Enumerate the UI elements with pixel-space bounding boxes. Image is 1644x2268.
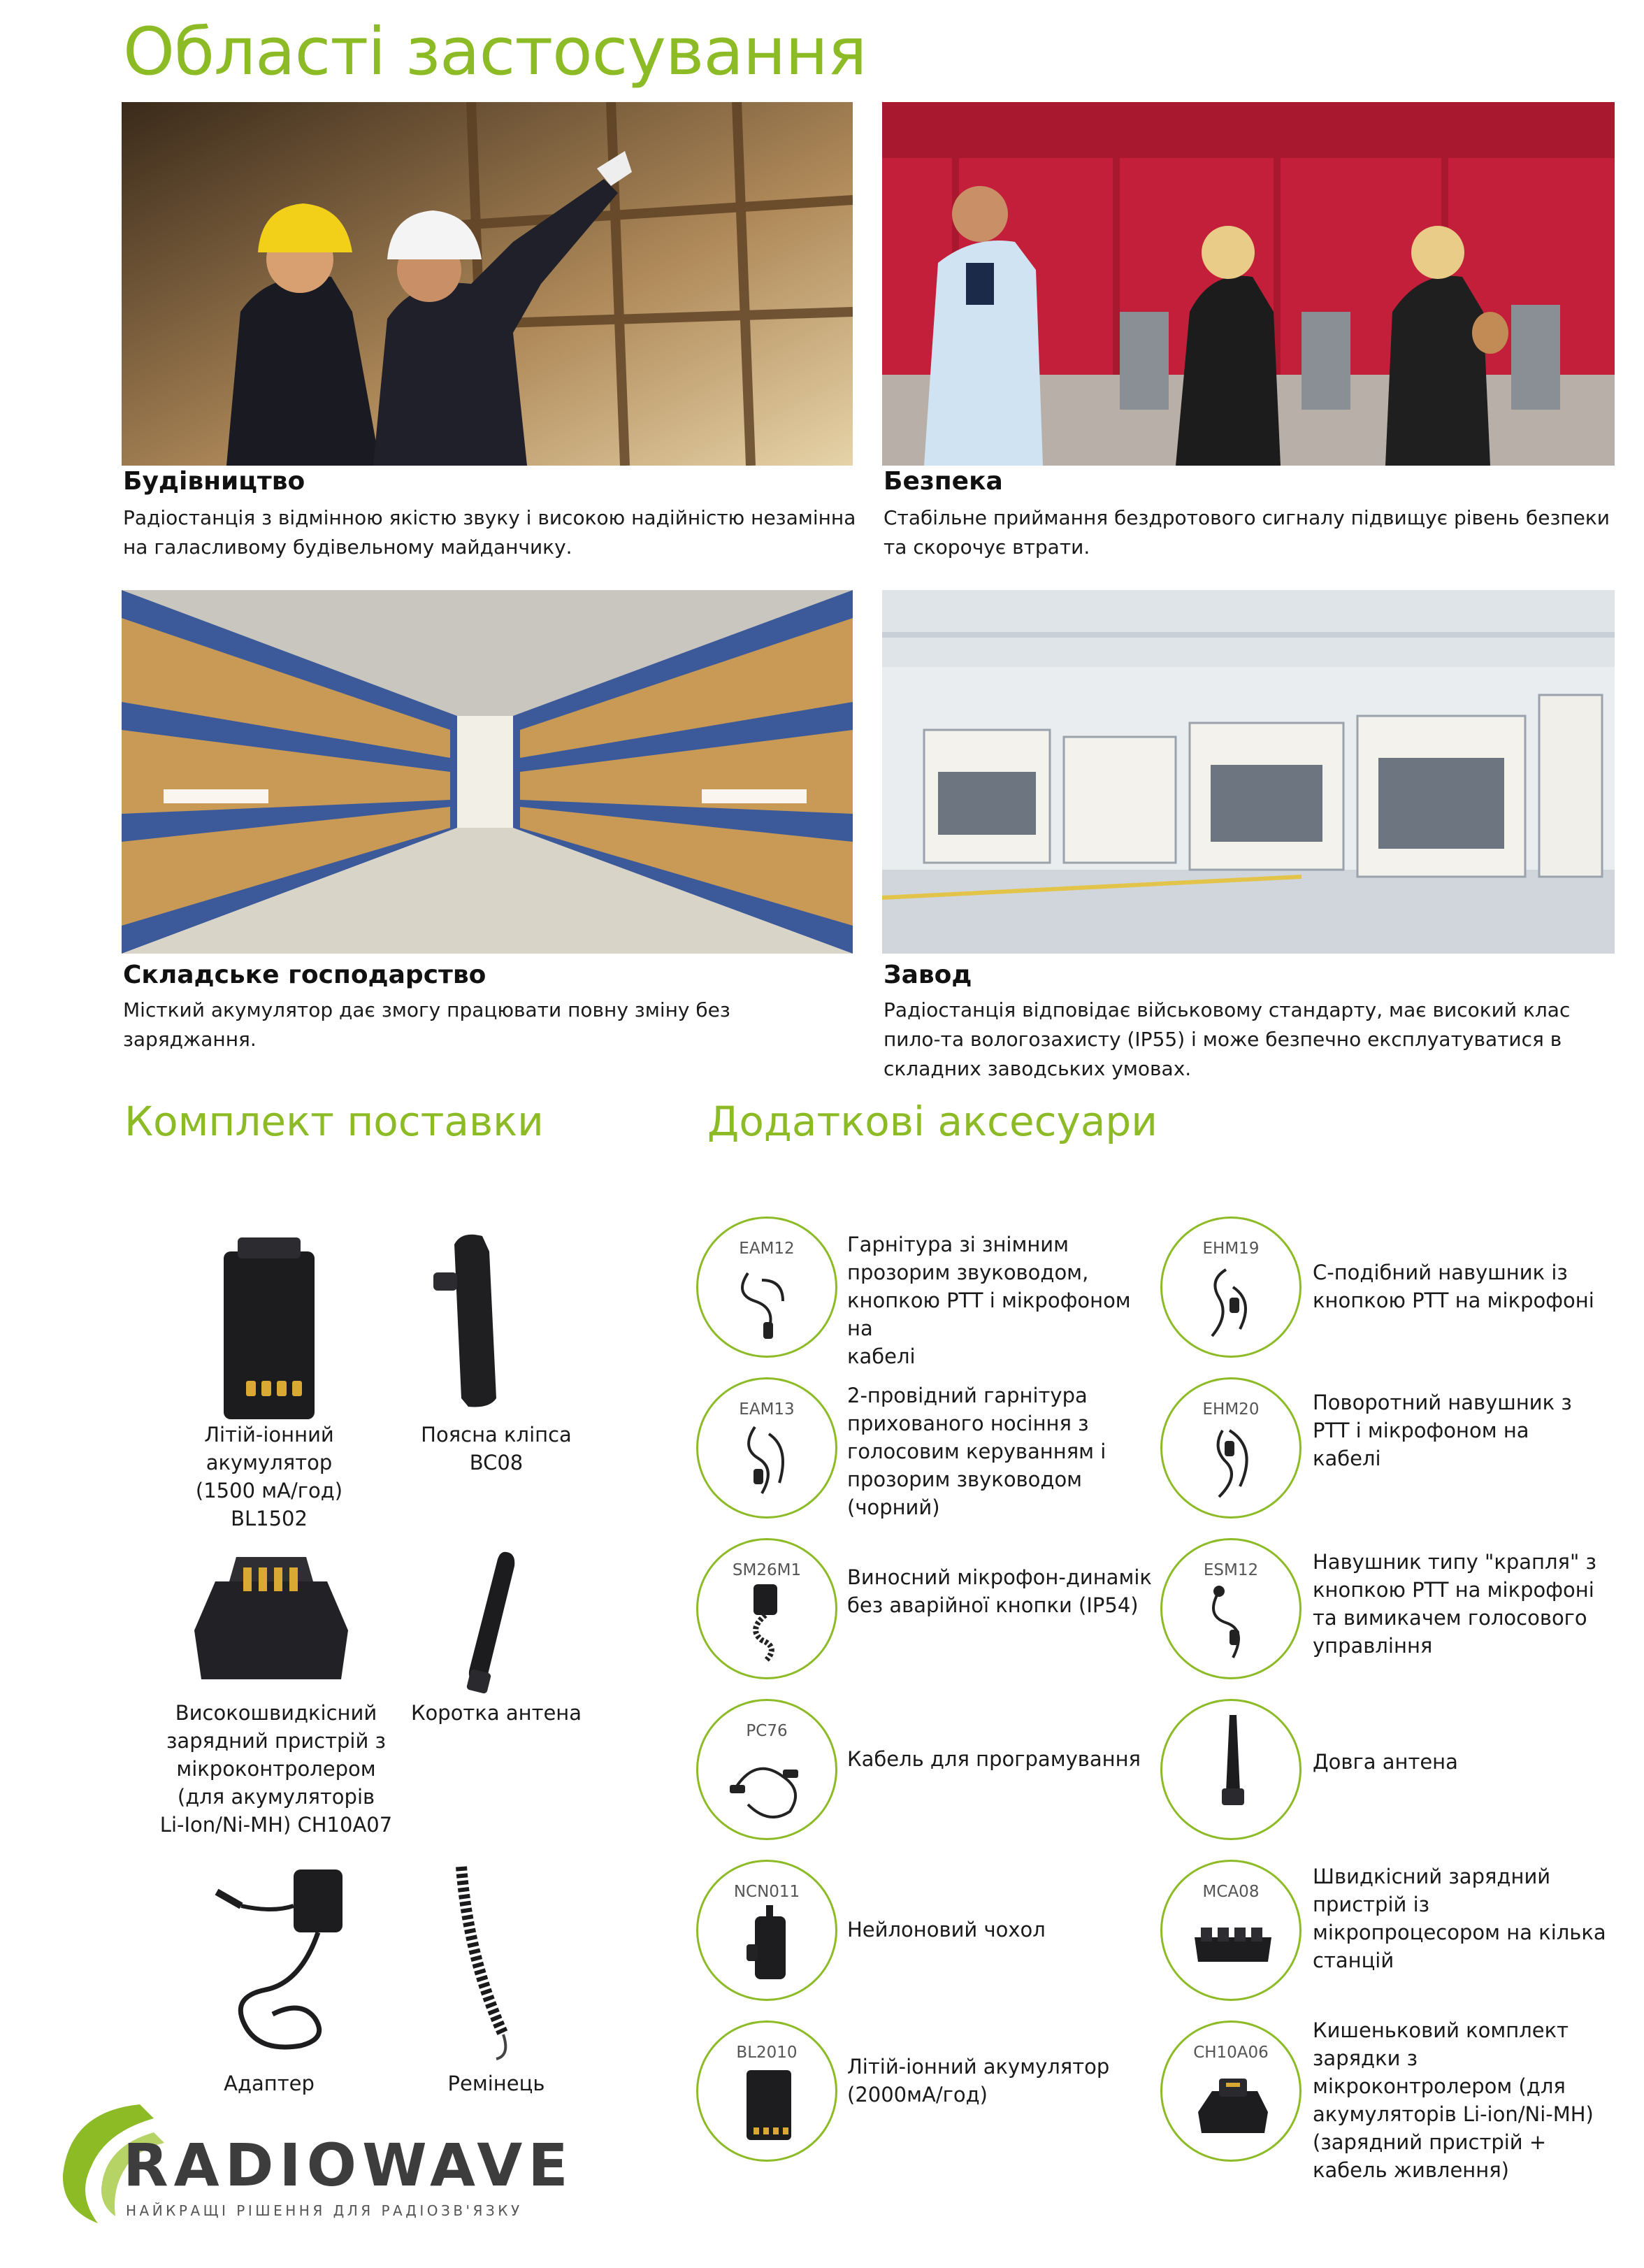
accessory-desc-bl2010: Літій-іонний акумулятор (2000мА/год) xyxy=(847,2055,1110,2106)
photo-construction xyxy=(122,102,853,466)
accessory-ehm19[interactable] xyxy=(1160,1216,1302,1358)
accessory-sm26m1[interactable] xyxy=(696,1538,837,1679)
accessory-code: SM26M1 xyxy=(732,1561,802,1579)
headset-icon xyxy=(727,1420,811,1504)
accessory-desc-ehm20: Поворотний навушник з PTT і мікрофоном на кабелі xyxy=(1313,1391,1572,1470)
kit-section-title: Комплект поставки xyxy=(124,1098,544,1145)
accessory-desc-mca08: Швидкісний зарядний пристрій із мікропроцесором на кілька станцій xyxy=(1313,1865,1606,1972)
accessory-eam13[interactable] xyxy=(696,1377,837,1519)
battery-icon xyxy=(217,1237,322,1426)
page-title: Області застосування xyxy=(123,14,867,90)
area-desc-construction: Радіостанція з відмінною якістю звуку і високою надійністю незамінна на галасливому будівельному майданчику. xyxy=(123,506,856,559)
headset-icon xyxy=(727,1259,811,1343)
charger-icon xyxy=(187,1553,355,1686)
area-desc-warehouse: Місткий акумулятор дає змогу працювати повну зміну без заряджання. xyxy=(123,998,730,1051)
accessory-code: MCA08 xyxy=(1202,1883,1260,1901)
photo-warehouse xyxy=(122,590,853,954)
short-antenna-icon xyxy=(454,1545,531,1699)
accessory-desc-pc76: Кабель для програмування xyxy=(847,1747,1141,1771)
belt-clip-icon xyxy=(426,1230,517,1412)
accessory-desc-esm12: Навушник типу "крапля" з кнопкою PTT на мікрофоні та вимикачем голосового управління xyxy=(1313,1550,1596,1658)
speaker-mic-icon xyxy=(727,1581,811,1665)
photo-factory xyxy=(882,590,1615,954)
cable-icon xyxy=(727,1742,811,1825)
earpiece-icon xyxy=(1191,1259,1275,1343)
kit-label-charger: Високошвидкісний зарядний пристрій з мікроконтролером (для акумуляторів Li-Ion/Ni-MH) CH10A07 xyxy=(159,1701,393,1837)
accessory-desc-sm26m1: Виносний мікрофон-динамік без аварійної кнопки (IP54) xyxy=(847,1565,1152,1617)
accessory-mca08[interactable] xyxy=(1160,1860,1302,2001)
accessory-code: CH10A06 xyxy=(1193,2044,1269,2062)
accessory-code: BL2010 xyxy=(736,2044,798,2062)
accessory-ncn011[interactable] xyxy=(696,1860,837,2001)
accessory-code: ESM12 xyxy=(1203,1561,1259,1579)
accessory-desc-eam12: Гарнітура зі знімним прозорим звуководом, кнопкою PTT і мікрофоном на кабелі xyxy=(847,1233,1131,1368)
accessory-code: EHM20 xyxy=(1202,1400,1260,1419)
area-desc-security: Стабільне приймання бездротового сигналу підвищує рівень безпеки та скорочує втрати. xyxy=(884,506,1610,559)
long-antenna-icon xyxy=(1191,1715,1275,1806)
area-title-security: Безпека xyxy=(884,467,1003,496)
accessory-code: NCN011 xyxy=(733,1883,800,1901)
accessory-desc-ncn011: Нейлоновий чохол xyxy=(847,1918,1046,1942)
area-title-warehouse: Складське господарство xyxy=(123,961,486,989)
kit-label-strap: Ремінець xyxy=(447,2072,545,2095)
area-title-construction: Будівництво xyxy=(123,467,305,496)
photo-security xyxy=(882,102,1615,466)
accessory-ch10a06[interactable] xyxy=(1160,2021,1302,2162)
accessory-code: EHM19 xyxy=(1202,1240,1260,1258)
accessories-section-title: Додаткові аксесуари xyxy=(707,1098,1158,1145)
accessory-code: EAM12 xyxy=(739,1240,795,1258)
kit-label-battery: Літій-іонний акумулятор (1500 мА/год) BL1502 xyxy=(195,1423,343,1530)
accessory-ehm20[interactable] xyxy=(1160,1377,1302,1519)
earpiece-icon xyxy=(1191,1420,1275,1504)
accessory-long-antenna[interactable] xyxy=(1160,1699,1302,1840)
accessory-eam12[interactable] xyxy=(696,1216,837,1358)
accessory-desc-long-antenna: Довга антена xyxy=(1313,1750,1458,1774)
adapter-icon xyxy=(189,1864,363,2067)
strap-icon xyxy=(447,1860,531,2062)
earpiece-icon xyxy=(1191,1581,1275,1665)
logo-wordmark: RADIOWAVE xyxy=(123,2131,574,2199)
charger-icon xyxy=(1191,2063,1275,2147)
accessory-desc-eam13: 2-провідний гарнітура прихованого носіння з голосовим керуванням і прозорим звуководом (чорний) xyxy=(847,1384,1106,1519)
battery-icon xyxy=(727,2063,811,2147)
area-desc-factory: Радіостанція відповідає військовому стандарту, має високий клас пило-та вологозахисту (IP55) і може безпечно експлуатуватися в складних заводських умовах. xyxy=(884,998,1571,1080)
kit-label-adapter: Адаптер xyxy=(224,2072,315,2095)
accessory-desc-ehm19: C-подібний навушник із кнопкою PTT на мікрофоні xyxy=(1313,1261,1594,1312)
accessory-code: PC76 xyxy=(746,1722,788,1740)
logo-tagline: НАЙКРАЩІ РІШЕННЯ ДЛЯ РАДІОЗВ'ЯЗКУ xyxy=(126,2202,523,2219)
area-title-factory: Завод xyxy=(884,961,972,989)
case-icon xyxy=(727,1902,811,1986)
kit-label-short-antenna: Коротка антена xyxy=(410,1701,582,1725)
accessory-pc76[interactable] xyxy=(696,1699,837,1840)
kit-label-belt-clip: Поясна кліпса BC08 xyxy=(421,1423,572,1474)
accessory-desc-ch10a06: Кишеньковий комплект зарядки з мікроконтролером (для акумуляторів Li-ion/Ni-MH) (зарядний пристрій + кабель живлення) xyxy=(1313,2018,1594,2182)
multi-charger-icon xyxy=(1191,1902,1275,1986)
accessory-bl2010[interactable] xyxy=(696,2021,837,2162)
accessory-code: EAM13 xyxy=(739,1400,795,1419)
accessory-esm12[interactable] xyxy=(1160,1538,1302,1679)
